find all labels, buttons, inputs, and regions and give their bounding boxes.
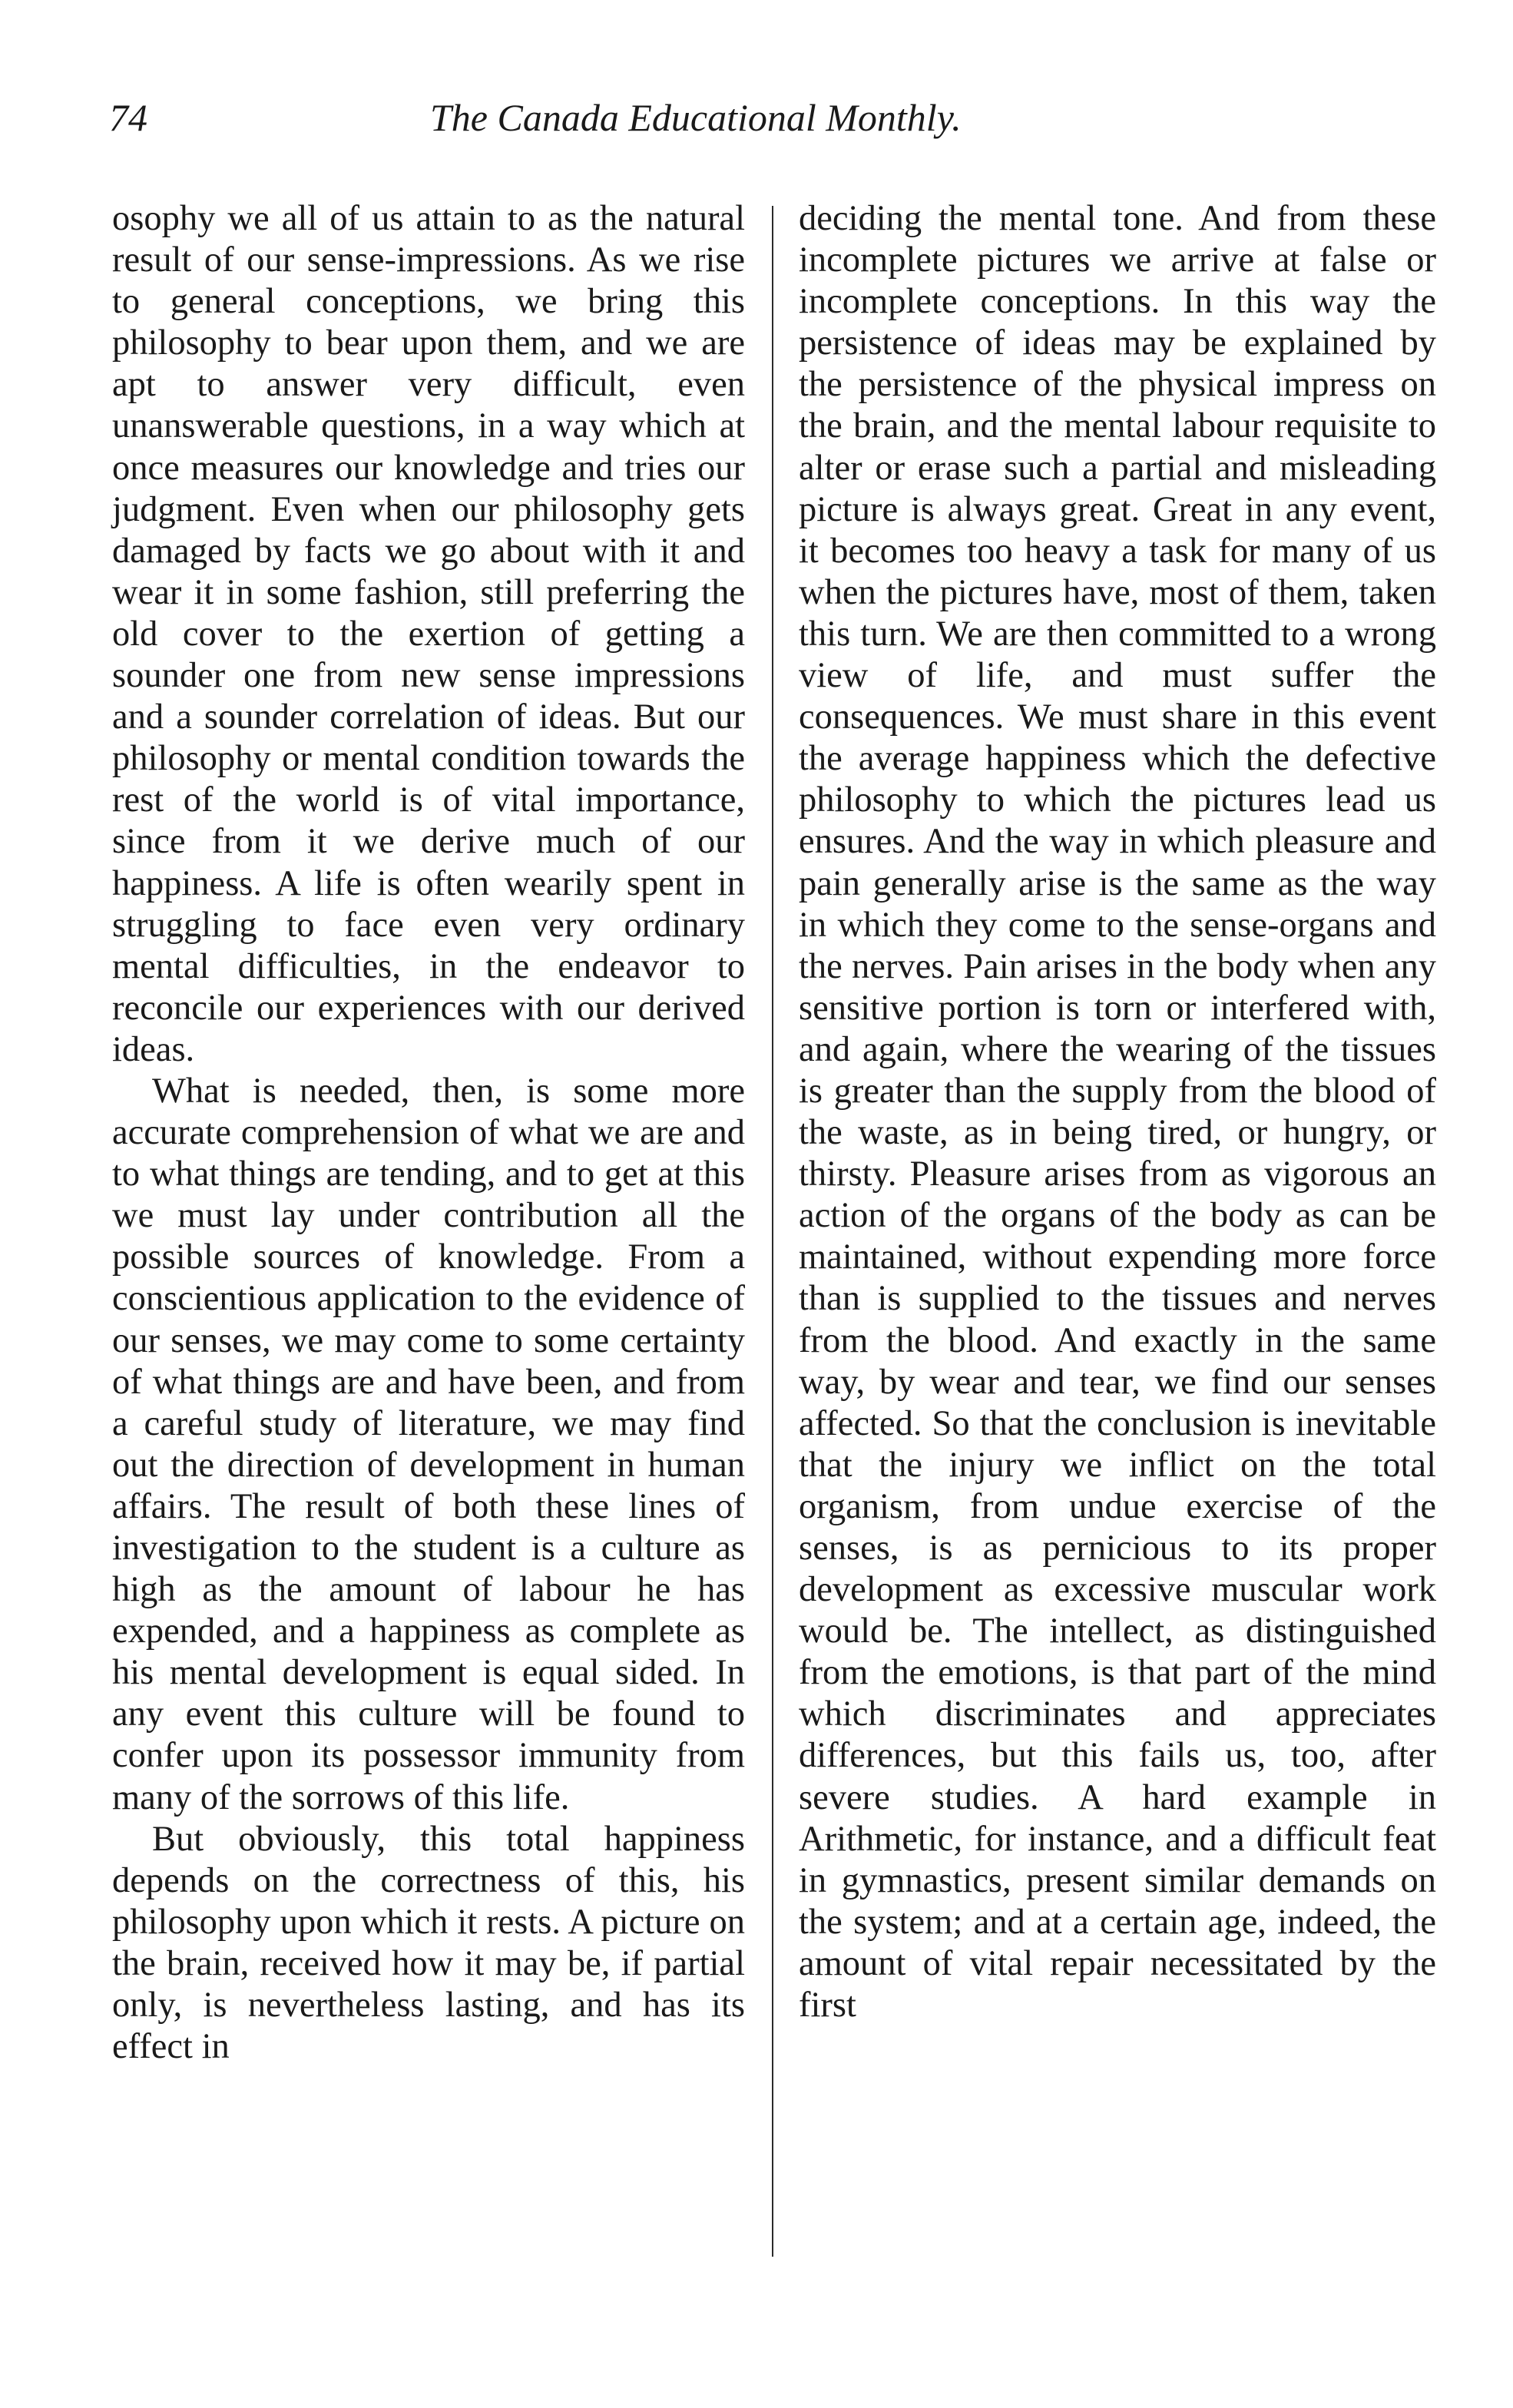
left-paragraph-3: But obviously, this total happiness depends on the correctness of this, his philosophy upon which it rests. A picture on the brain, received how it may be, if partial only, is nevertheless lasting, and has its effect in: [112, 1819, 745, 2067]
page-number: 74: [109, 96, 147, 139]
right-paragraph-1: deciding the mental tone. And from these incomplete pictures we arrive at false or incomplete conceptions. In this way the persistence of ideas may be explained by the persistence of the physical impress on the brain, and the mental labour requisite to alter or erase such a partial and misleading picture is always great. Great in any event, it becomes too heavy a task for many of us when the pictures have, most of them, taken this turn. We are then committed to a wrong view of life, and must suffer the consequences. We must share in this event the average happiness which the defective philosophy to which the pictures lead us ensures. And the way in which pleasure and pain generally arise is the same as the way in which they come to the sense-organs and the nerves. Pain arises in the body when any sensitive portion is torn or interfered with, and again, where the wearing of the tissues is greater than the supply from the blood of the waste, as in being tired, or hungry, or thirsty. Pleasure arises from as vigorous an action of the organs of the body as can be maintained, without expending more force than is supplied to the tissues and nerves from the blood. And exactly in the same way, by wear and tear, we find our senses affected. So that the conclusion is inevitable that the injury we inflict on the total organism, from undue exercise of the senses, is as pernicious to its proper development as excessive muscular work would be. The intellect, as distinguished from the emotions, is that part of the mind which discriminates and appreciates differences, but this fails us, too, after severe studies. A hard example in Arithmetic, for instance, and a difficult feat in gymnastics, present similar demands on the system; and at a certain age, indeed, the amount of vital repair necessitated by the first: [799, 199, 1436, 2025]
left-paragraph-1: osophy we all of us attain to as the natural result of our sense-impressions. As we rise to general conceptions, we bring this philosophy to bear upon them, and we are apt to answer very difficult, even unanswerable questions, in a way which at once measures our knowledge and tries our judgment. Even when our philosophy gets damaged by facts we go about with it and wear it in some fashion, still preferring the old cover to the exertion of getting a sounder one from new sense impressions and a sounder correlation of ideas. But our philosophy or mental condition towards the rest of the world is of vital importance, since from it we derive much of our happiness. A life is often wearily spent in struggling to face even very ordinary mental difficulties, in the endeavor to reconcile our experiences with our derived ideas.: [112, 199, 745, 1069]
column-divider: [772, 206, 773, 2257]
right-column: [799, 198, 1436, 2026]
running-title: The Canada Educational Monthly.: [430, 96, 962, 139]
left-column: [112, 198, 745, 2068]
left-paragraph-2: What is needed, then, is some more accurate comprehension of what we are and to what things are tending, and to get at this we must lay under contribution all the possible sources of knowledge. From a conscientious application to the evidence of our senses, we may come to some certainty of what things are and have been, and from a careful study of literature, we may find out the direction of development in human affairs. The result of both these lines of investigation to the student is a culture as high as the amount of labour he has expended, and a happiness as complete as his mental development is equal sided. In any event this culture will be found to confer upon its possessor immunity from many of the sorrows of this life.: [112, 1071, 745, 1817]
